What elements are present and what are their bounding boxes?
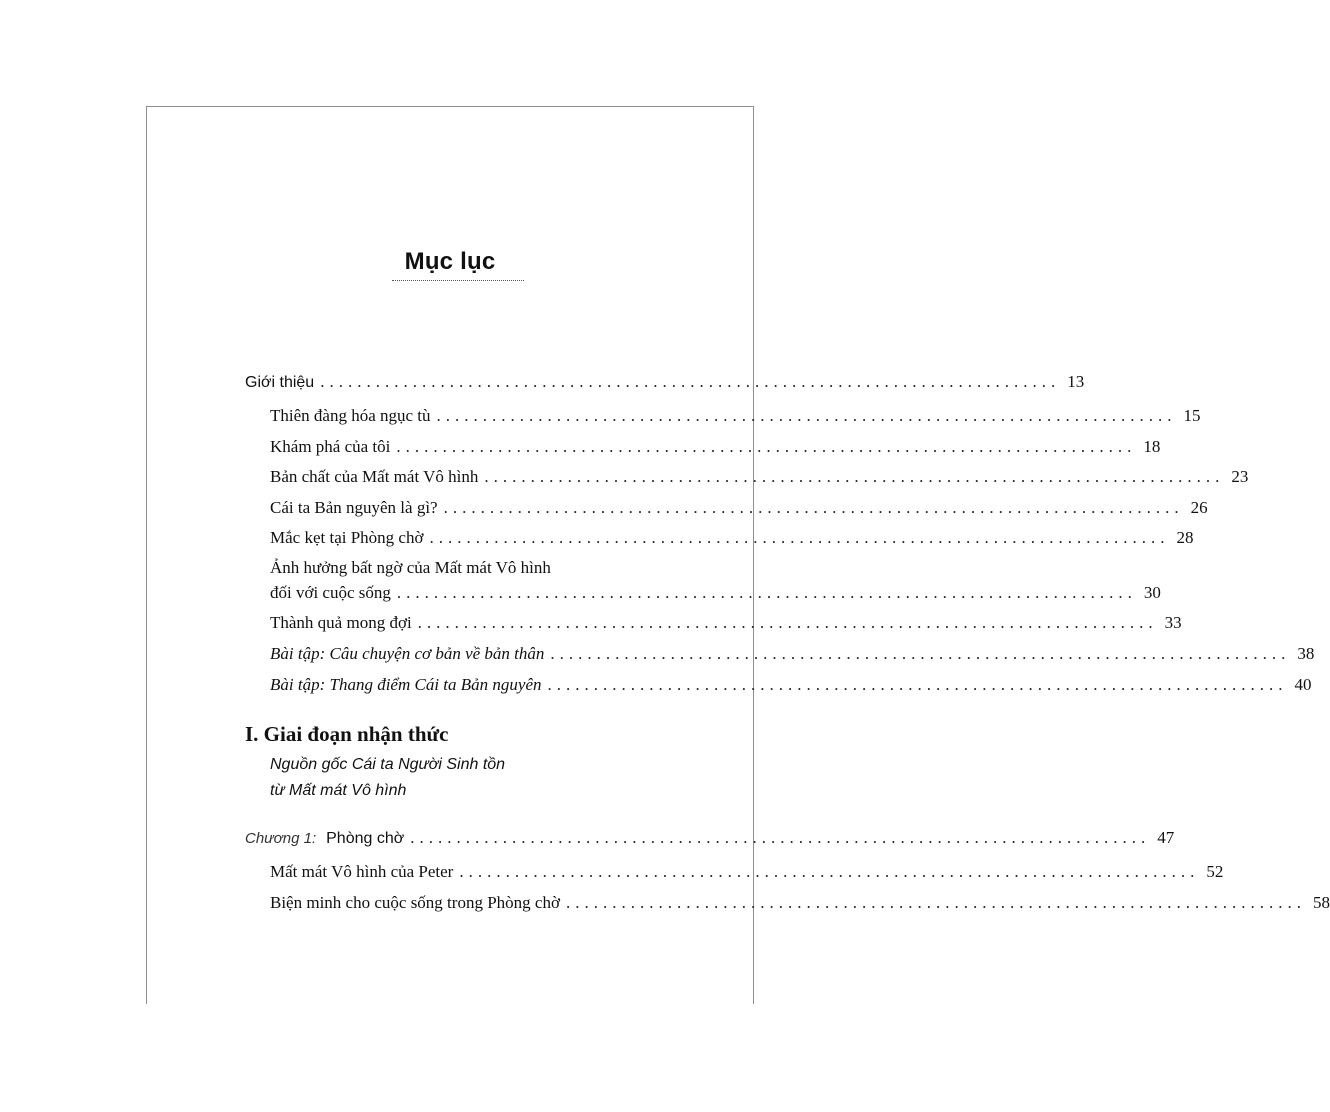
- toc-entry-label: Mất mát Vô hình của Peter: [270, 862, 454, 881]
- toc-entry-label-line1[interactable]: Ảnh hưởng bất ngờ của Mất mát Vô hình: [270, 558, 551, 577]
- toc-entry-label: [270, 644, 544, 664]
- toc-entry-label: [270, 675, 542, 695]
- toc-entry-exercise[interactable]: [270, 644, 1315, 664]
- dot-leader: ................................................................................: [484, 467, 1225, 486]
- toc-entry-chapter[interactable]: [245, 828, 1175, 849]
- exercise-title: Thang điểm Cái ta Bản nguyên: [329, 675, 542, 694]
- toc-entry-label: Thành quả mong đợi: [270, 613, 412, 632]
- toc-entry-page: 13: [1067, 372, 1085, 391]
- toc-entry[interactable]: [270, 613, 1182, 633]
- toc-entry-page: 26: [1190, 498, 1208, 517]
- toc-entry[interactable]: [270, 528, 1194, 548]
- dot-leader: ................................................................................: [459, 862, 1200, 881]
- toc-entry-page: 40: [1294, 675, 1312, 694]
- title-underline: [392, 280, 524, 281]
- toc-title: Mục lục: [404, 248, 496, 275]
- toc-entry-page: 28: [1176, 528, 1194, 547]
- part-subtitle-line2: từ Mất mát Vô hình: [270, 782, 407, 799]
- toc-entry[interactable]: [270, 437, 1161, 457]
- toc-entry-label: Bản chất của Mất mát Vô hình: [270, 467, 479, 486]
- dot-leader: ................................................................................: [436, 406, 1177, 425]
- toc-entry-label: Khám phá của tôi: [270, 437, 391, 456]
- toc-entry-label: Giới thiệu: [245, 374, 315, 391]
- toc-entry-page: 18: [1143, 437, 1161, 456]
- toc-entry-intro[interactable]: [245, 372, 1085, 393]
- toc-entry-label: Thiên đàng hóa ngục tù: [270, 406, 431, 425]
- toc-entry-exercise[interactable]: [270, 675, 1312, 695]
- dot-leader: ................................................................................: [547, 675, 1288, 694]
- toc-entry[interactable]: [270, 498, 1208, 518]
- toc-entry-page: 15: [1183, 406, 1201, 425]
- dot-leader: ................................................................................: [565, 893, 1306, 912]
- exercise-title: Câu chuyện cơ bản về bản thân: [329, 644, 545, 663]
- toc-entry-label: Mắc kẹt tại Phòng chờ: [270, 528, 424, 547]
- toc-entry-page: 52: [1206, 862, 1224, 881]
- toc-entry-page: 23: [1231, 467, 1249, 486]
- toc-entry-page: 30: [1143, 583, 1161, 602]
- dot-leader: ................................................................................: [417, 613, 1158, 632]
- chapter-title: Phòng chờ: [326, 830, 405, 847]
- exercise-prefix: Bài tập:: [270, 644, 326, 663]
- toc-entry-page: 47: [1157, 828, 1175, 847]
- dot-leader: ................................................................................: [396, 583, 1137, 602]
- toc-entry-page: 58: [1312, 893, 1330, 912]
- part-heading[interactable]: I. Giai đoạn nhận thức: [245, 722, 449, 746]
- dot-leader: ................................................................................: [320, 372, 1061, 391]
- toc-entry[interactable]: [270, 583, 1161, 603]
- exercise-prefix: Bài tập:: [270, 675, 326, 694]
- dot-leader: ................................................................................: [443, 498, 1184, 517]
- toc-entry[interactable]: [270, 893, 1330, 913]
- dot-leader: ................................................................................: [396, 437, 1137, 456]
- toc-entry-page: 38: [1297, 644, 1315, 663]
- dot-leader: ................................................................................: [550, 644, 1291, 663]
- toc-entry-page: 33: [1164, 613, 1182, 632]
- toc-entry[interactable]: [270, 862, 1224, 882]
- toc-entry-label: Biện minh cho cuộc sống trong Phòng chờ: [270, 893, 560, 912]
- dot-leader: ................................................................................: [429, 528, 1170, 547]
- toc-entry[interactable]: [270, 406, 1201, 426]
- part-subtitle-line1: Nguồn gốc Cái ta Người Sinh tồn: [270, 756, 506, 773]
- toc-entry-label: [245, 828, 404, 849]
- toc-entry[interactable]: [270, 467, 1249, 487]
- dot-leader: ................................................................................: [410, 828, 1151, 847]
- toc-entry-label: đối với cuộc sống: [270, 583, 391, 602]
- chapter-prefix: Chương 1:: [245, 830, 317, 847]
- toc-entry-label: Cái ta Bản nguyên là gì?: [270, 498, 438, 517]
